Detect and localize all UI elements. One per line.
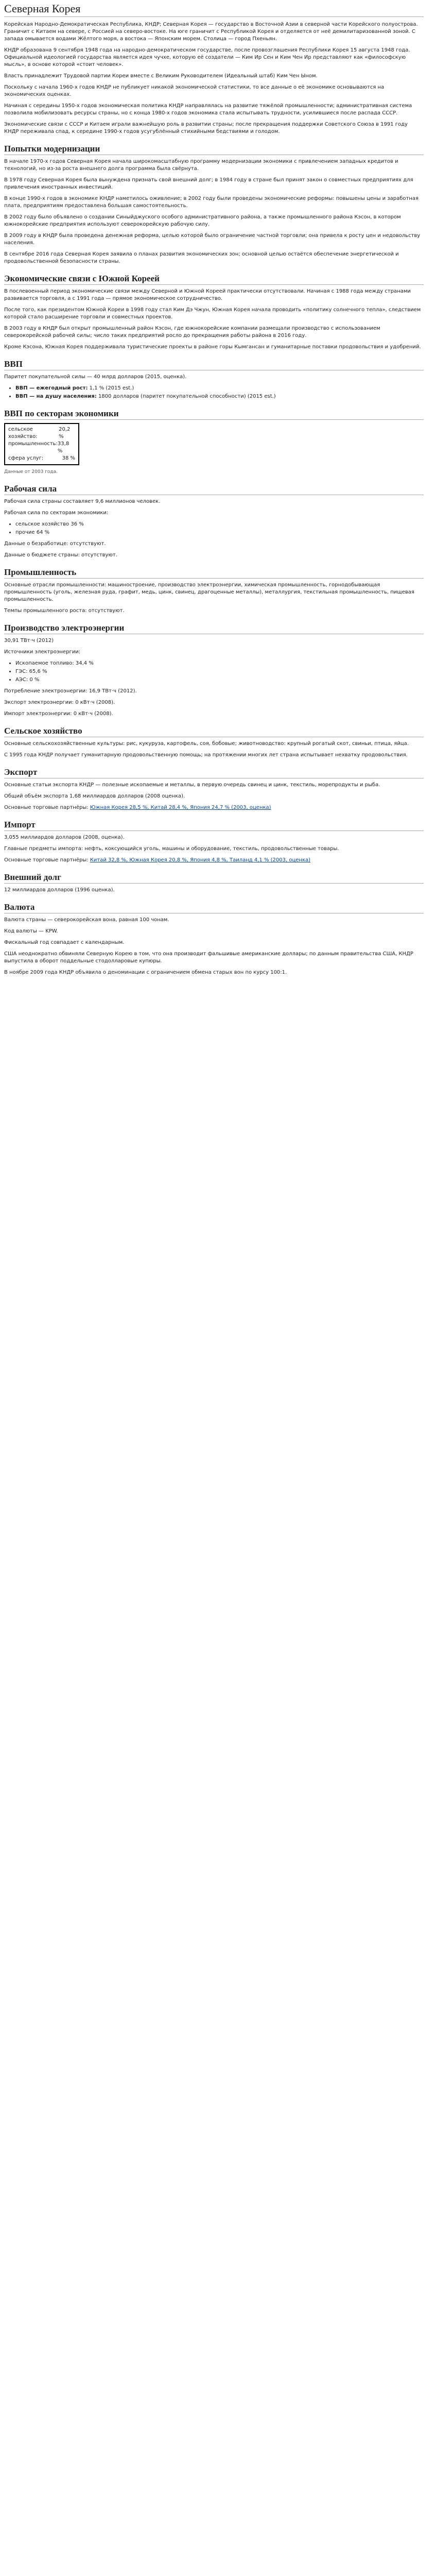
electric-paragraph: 30,91 ТВт·ч (2012): [4, 638, 54, 643]
intro: [4, 21, 424, 135]
currency-paragraph: США неоднократно обвиняли Северную Корею в том, что она производит фальшивые американские доллары; по данным правительства США, КНДР выпустила в оборот поддельные стодолларовые купюры.: [4, 951, 413, 964]
electric-item: • АЭС: 0 %: [15, 676, 424, 684]
gdp-sector-value: 20,2 %: [59, 427, 71, 439]
electric-item-value: 34,4 %: [75, 660, 94, 666]
labour-item: [15, 529, 424, 536]
reforms-paragraph: В конце 1990-х годов в экономике КНДР наметилось оживление; в 2002 году были проведены экономические реформы: повышены цены и заработная плата, предприятиям предоставлена большая самостоятельность.: [4, 196, 419, 209]
labour-item: [15, 521, 424, 528]
labour-paragraph: Рабочая сила по секторам экономики:: [4, 510, 109, 516]
currency-paragraph: Валюта страны — северокорейская вона, равная 100 чонам.: [4, 917, 169, 923]
section-heading-reforms: Попытки модернизации: [4, 144, 424, 155]
import-partners-value[interactable]: Китай 32,8 %, Южная Корея 20,8 %, Япония 4,8 %, Таиланд 4,1 % (2003, оценка): [90, 857, 311, 863]
electric-item: • Ископаемое топливо: 34,4 %: [15, 660, 424, 667]
gdp-sector-row: [8, 455, 75, 462]
export-paragraph: Общий объём экспорта 1,68 миллиардов долларов (2008 оценка).: [4, 793, 185, 799]
gdp-sectors-box: [4, 423, 79, 465]
intro-paragraph: Экономические связи с СССР и Китаем играли важнейшую роль в развитии страны; после прекращения поддержки Советского Союза в 1991 году КНДР переживала спад, к середине 1990-х годов усугублённый стихийными бедствиями и голодом.: [4, 122, 408, 134]
industry-paragraph: Основные отрасли промышленности: машиностроение, производство электроэнергии, химическая промышленность, горнодобывающая промышленность (уголь, железная руда, графит, медь, цинк, свинец, драгоценные металлы), металлургия, текстильная промышленность, пищевая промышленность.: [4, 582, 414, 602]
section-heading-relations: Экономические связи с Южной Кореей: [4, 274, 424, 285]
section-heading-import: Импорт: [4, 820, 424, 831]
labour-item-label: прочие: [15, 530, 35, 535]
gdp-item: [15, 385, 424, 392]
labour-paragraph: Данные о бюджете страны: отсутствуют.: [4, 552, 117, 558]
reforms-paragraph: В начале 1970-х годов Северная Корея начала широкомасштабную программу модернизации экономики с привлечением западных кредитов и технологий, но из-за роста внешнего долга программа была свёрнута.: [4, 159, 398, 172]
section-heading-labour: Рабочая сила: [4, 484, 424, 495]
section-heading-gdp-sectors: ВВП по секторам экономики: [4, 409, 424, 420]
labour-item-value: 36 %: [71, 521, 84, 527]
reforms-paragraph: В 1978 году Северная Корея была вынуждена признать свой внешний долг; в 1984 году в стране был принят закон о совместных предприятиях для привлечения иностранных инвестиций.: [4, 177, 413, 190]
reforms-paragraph: В 2009 году в КНДР была проведена денежная реформа, целью которой было ограничение частной торговли; она привела к росту цен и недовольству населения.: [4, 233, 421, 246]
export-partners: [4, 804, 424, 811]
page-title: Северная Корея: [4, 2, 424, 17]
relations-paragraph: Кроме Кэсона, Южная Корея поддерживала туристические проекты в районе горы Кымгансан и гуманитарные поставки продовольствия и удобрений.: [4, 344, 421, 350]
agri-paragraph: Основные сельскохозяйственные культуры: рис, кукуруза, картофель, соя, бобовые; животноводство: крупный рогатый скот, свиньи, птица, яйца.: [4, 741, 409, 747]
labour-list: [4, 521, 424, 536]
gdp-sectors-note: Данные от 2003 года.: [4, 469, 58, 474]
gdp-item: [15, 393, 424, 400]
import-partners-label: Основные торговые партнёры:: [4, 857, 89, 863]
debt-paragraph: 12 миллиардов долларов (1996 оценка).: [4, 887, 115, 893]
labour-paragraph: Рабочая сила страны составляет 9,6 миллионов человек.: [4, 499, 161, 504]
gdp-intro: Паритет покупательной силы — 40 млрд долларов (2015, оценка).: [4, 374, 187, 380]
intro-paragraph: Власть принадлежит Трудовой партии Кореи вместе с Великим Руководителем (Идеальный штаб) Ким Чен Ыном.: [4, 73, 318, 79]
currency-paragraph: В ноябре 2009 года КНДР объявила о деноминации с ограничением обмена старых вон по курсу 100:1.: [4, 970, 287, 975]
electric-paragraph: Импорт электроэнергии: 0 кВт·ч (2008).: [4, 711, 113, 717]
electric-item-label: АЭС: [15, 677, 26, 683]
intro-paragraph: Корейская Народно-Демократическая Республика, КНДР; Северная Корея — государство в Восточной Азии в северной части Корейского полуострова. Граничит с Китаем на севере, с Россией на северо-востоке. На юге граничит с Республикой Корея и отделяется от неё демилитаризованной зоной. С запада омывается водами Жёлтого моря, а востока — Японским морем. Столица — город Пхеньян.: [4, 22, 418, 42]
electric-item-value: 0 %: [29, 677, 40, 683]
gdp-sector-label: промышленность:: [8, 441, 58, 447]
currency-paragraph: Фискальный год совпадает с календарным.: [4, 940, 125, 945]
gdp-item-label: ВВП — на душу населения:: [15, 394, 97, 399]
gdp-item-value: 1800 долларов (паритет покупательной способности) (2015 est.): [98, 394, 276, 399]
labour-item-value: 64 %: [36, 530, 50, 535]
electric-list: [4, 660, 424, 684]
labour-item-label: сельское хозяйство: [15, 521, 69, 527]
article: [0, 0, 428, 991]
relations-paragraph: В послевоенный период экономические связи между Северной и Южной Кореей практически отсутствовали. Начиная с 1988 года между странами развивается торговля, а с 1991 года — прямое экономическое сотрудничество.: [4, 289, 411, 301]
electric-item-label: Ископаемое топливо: [15, 660, 73, 666]
reforms-paragraph: В сентябре 2016 года Северная Корея заявила о планах развития экономических зон; основной целью остаётся обеспечение энергетической и продовольственной безопасности страны.: [4, 251, 399, 264]
currency-paragraph: Код валюты — KPW.: [4, 928, 58, 934]
section-heading-currency: Валюта: [4, 902, 424, 913]
gdp-item-label: ВВП — ежегодный рост:: [15, 385, 88, 391]
gdp-sector-label: сфера услуг:: [8, 455, 44, 461]
intro-paragraph: Начиная с середины 1950-х годов экономическая политика КНДР направлялась на развитие тяжёлой промышленности; административная система позволила мобилизовать ресурсы страны, но с конца 1980-х годов экономика стала испытывать трудности, усилившиеся после распада СССР.: [4, 103, 412, 116]
relations-paragraph: После того, как президентом Южной Кореи в 1998 году стал Ким Дэ Чжун, Южная Корея начала проводить «политику солнечного тепла», следствием которой стало расширение торговли и совместных проектов.: [4, 307, 421, 320]
gdp-sector-value: 38 %: [62, 455, 75, 461]
relations-paragraph: В 2003 году в КНДР был открыт промышленный район Кэсон, где южнокорейские компании размещали производство с использованием северокорейской рабочей силы; число таких предприятий росло до прекращения работы района в 2016 году.: [4, 326, 380, 338]
section-heading-export: Экспорт: [4, 767, 424, 778]
section-heading-industry: Промышленность: [4, 567, 424, 579]
section-heading-debt: Внешний долг: [4, 872, 424, 884]
labour-paragraph: Данные о безработице: отсутствуют.: [4, 541, 106, 547]
gdp-list: [4, 385, 424, 400]
gdp-sector-value: 33,8 %: [57, 441, 69, 454]
export-partners-label: Основные торговые партнёры:: [4, 805, 89, 810]
gdp-sector-row: [8, 440, 75, 455]
gdp-sector-row: [8, 426, 75, 440]
electric-item-label: ГЭС: [15, 669, 26, 674]
electric-paragraph: Экспорт электроэнергии: 0 кВт·ч (2008).: [4, 700, 115, 705]
section-heading-gdp: ВВП: [4, 359, 424, 370]
section-heading-agri: Сельское хозяйство: [4, 726, 424, 737]
import-partners: [4, 857, 424, 864]
reforms-paragraph: В 2002 году было объявлено о создании Синыйджуского особого административного района, а также промышленного района Кэсон, в котором южнокорейские предприятия используют северокорейскую рабочую силу.: [4, 214, 401, 227]
export-paragraph: Основные статьи экспорта КНДР — полезные ископаемые и металлы, в первую очередь свинец и цинк, текстиль, морепродукты и рыба.: [4, 782, 380, 788]
electric-item: • ГЭС: 65,6 %: [15, 668, 424, 675]
gdp-item-value: 1,1 % (2015 est.): [89, 385, 134, 391]
section-heading-electric: Производство электроэнергии: [4, 623, 424, 634]
industry-paragraph: Темпы промышленного роста: отсутствуют.: [4, 608, 125, 614]
import-paragraph: Главные предметы импорта: нефть, коксующийся уголь, машины и оборудование, текстиль, продовольственные товары.: [4, 846, 339, 852]
agri-paragraph: С 1995 года КНДР получает гуманитарную продовольственную помощь; на протяжении многих лет страна испытывает нехватку продовольствия.: [4, 752, 408, 758]
electric-paragraph: Источники электроэнергии:: [4, 649, 81, 655]
gdp-sector-label: сельское хозяйство:: [8, 427, 38, 439]
intro-paragraph: КНДР образована 9 сентября 1948 года на народно-демократическом государстве, после провозглашения Республики Корея 15 августа 1948 года. Официальной идеологией государства является идея чучхе, которую её создатели — Ким Ир Сен и Ким Чен Ир представляют как «философскую мысль», в основе которой «стоит человек».: [4, 47, 410, 67]
electric-item-value: 65,6 %: [29, 669, 47, 674]
export-partners-value[interactable]: Южная Корея 28,5 %, Китай 28,4 %, Япония 24,7 % (2003, оценка): [90, 805, 271, 810]
intro-paragraph: Поскольку с начала 1960-х годов КНДР не публикует никакой экономической статистики, то все данные о её экономике основываются на экономических оценках.: [4, 84, 385, 97]
import-paragraph: 3,055 миллиардов долларов (2008, оценка).: [4, 835, 125, 840]
electric-paragraph: Потребление электроэнергии: 16,9 ТВт·ч (2012).: [4, 688, 137, 694]
